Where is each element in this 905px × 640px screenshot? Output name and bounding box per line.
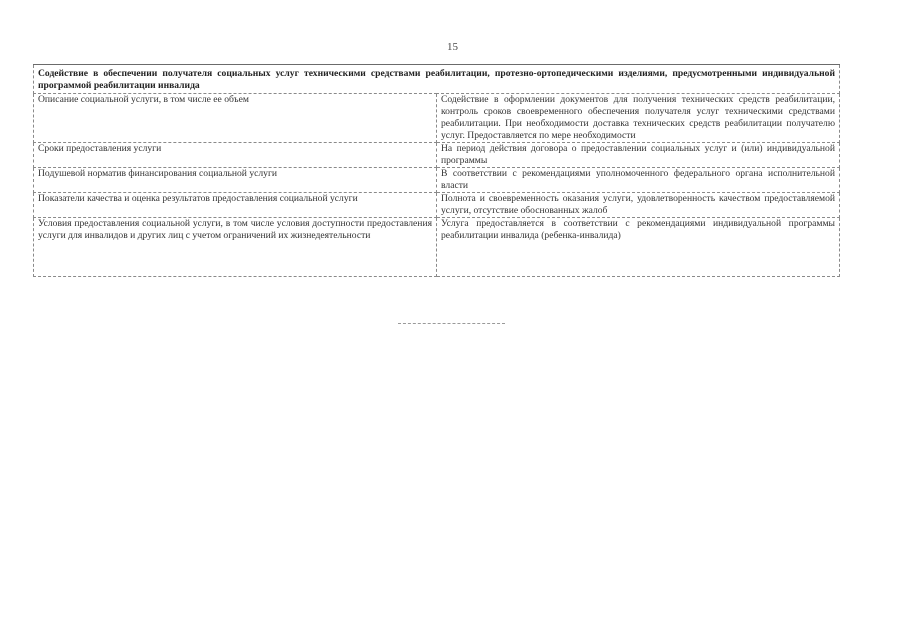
row-label-conditions: Условия предоставления социальной услуги, в том числе условия доступности предоставления услуги для инвалидов и других лиц с учетом ограничений их жизнедеятельности <box>34 218 437 277</box>
row-label-financing: Подушевой норматив финансирования социальной услуги <box>34 168 437 193</box>
service-heading: Содействие в обеспечении получателя социальных услуг техническими средствами реабилитации, протезно-ортопедическими изделиями, предусмотренными индивидуальной программой реабилитации инвалида <box>34 65 840 94</box>
row-value-financing: В соответствии с рекомендациями уполномоченного федерального органа исполнительной власти <box>437 168 840 193</box>
row-value-description: Содействие в оформлении документов для получения технических средств реабилитации, контроль сроков своевременного обеспечения получателя услуг техническими средствами реабилитации. При необходимости доставка технических средств реабилитации получателю услуг. Предоставляется по мере необходимости <box>437 94 840 143</box>
row-label-description: Описание социальной услуги, в том числе ее объем <box>34 94 437 143</box>
service-table <box>33 64 840 277</box>
footer-divider <box>398 323 505 324</box>
row-value-conditions: Услуга предоставляется в соответствии с рекомендациями индивидуальной программы реабилитации инвалида (ребенка-инвалида) <box>437 218 840 277</box>
table-heading-row <box>34 65 840 94</box>
row-label-term: Сроки предоставления услуги <box>34 143 437 168</box>
table-row <box>34 168 840 193</box>
table-row <box>34 143 840 168</box>
table-row <box>34 218 840 277</box>
row-value-term: На период действия договора о предоставлении социальных услуг и (или) индивидуальной программы <box>437 143 840 168</box>
row-value-quality: Полнота и своевременность оказания услуги, удовлетворенность качеством предоставляемой услуги, отсутствие обоснованных жалоб <box>437 193 840 218</box>
row-label-quality: Показатели качества и оценка результатов предоставления социальной услуги <box>34 193 437 218</box>
page-number: 15 <box>447 41 458 53</box>
table-row <box>34 94 840 143</box>
table-row <box>34 193 840 218</box>
